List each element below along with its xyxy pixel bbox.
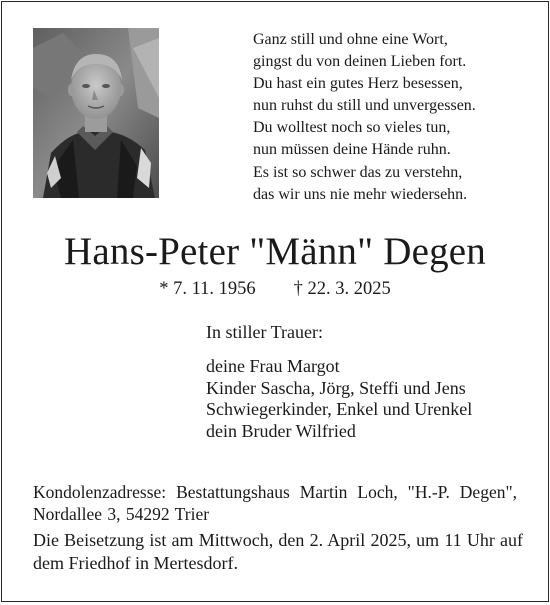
- poem-line: Es ist so schwer das zu verstehn,: [253, 163, 463, 181]
- life-dates: [2, 277, 548, 301]
- poem: [253, 29, 543, 206]
- portrait-photo: [33, 28, 159, 198]
- mourner-entry: Schwiegerkinder, Enkel und Urenkel: [206, 399, 473, 419]
- deceased-name: Hans-Peter "Männ" Degen: [64, 230, 486, 273]
- mourner-entry: Kinder Sascha, Jörg, Steffi und Jens: [206, 377, 466, 398]
- poem-line: Du hast ein gutes Herz besessen,: [253, 75, 463, 93]
- mourning-intro: In stiller Trauer:: [206, 322, 323, 342]
- poem-line: Du wolltest noch so vieles tun,: [253, 119, 451, 137]
- poem-line: gingst du von deinen Lieben fort.: [253, 53, 467, 71]
- poem-line: Ganz still und ohne eine Wort,: [253, 31, 448, 48]
- poem-line: das wir uns nie mehr wiedersehn.: [253, 185, 468, 203]
- mourners-list: [206, 356, 472, 442]
- birth-date: * 7. 11. 1956: [159, 279, 256, 299]
- mourner-entry: deine Frau Margot: [206, 356, 340, 376]
- poem-line: nun müssen deine Hände ruhn.: [253, 141, 451, 159]
- burial-info: Die Beisetzung ist am Mittwoch, den 2. April 2025, um 11 Uhr auf dem Friedhof in Mertesdorf.: [33, 530, 523, 573]
- death-date: † 22. 3. 2025: [293, 279, 391, 299]
- condolence-address: Kondolenzadresse: Bestattungshaus Martin Loch, "H.-P. Degen", Nordallee 3, 54292 Trier: [33, 482, 517, 524]
- mourner-entry: dein Bruder Wilfried: [206, 420, 356, 441]
- obituary-notice: [1, 1, 549, 602]
- poem-line: nun ruhst du still und unvergessen.: [253, 97, 476, 115]
